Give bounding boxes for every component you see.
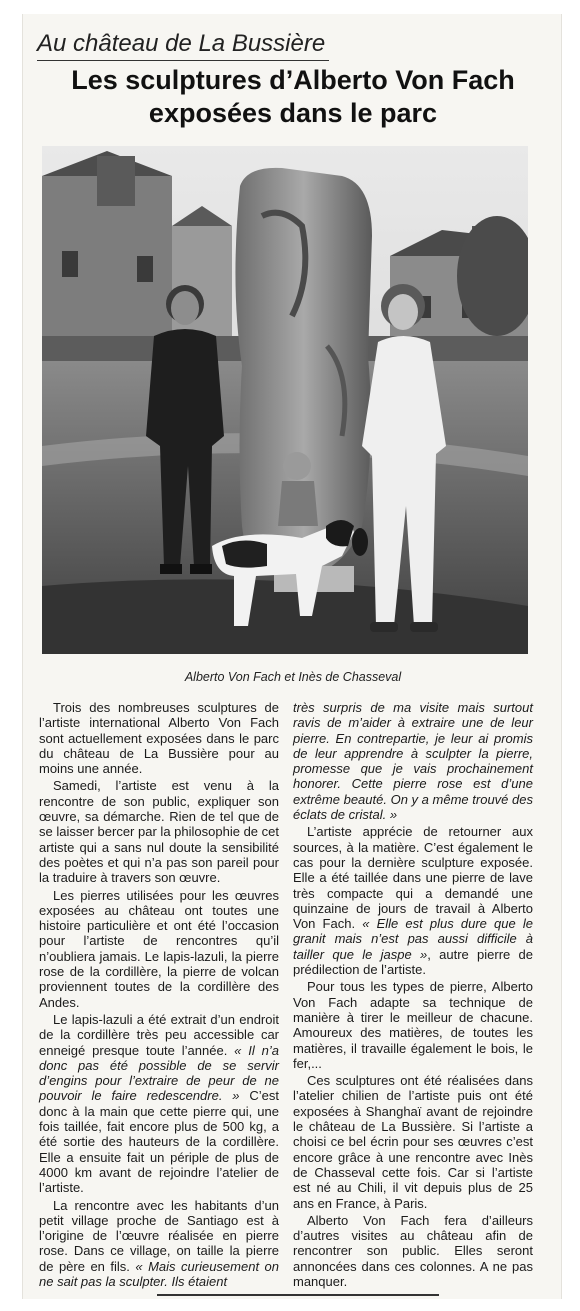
article-photo: [42, 146, 528, 654]
paragraph: Alberto Von Fach fera d’ailleurs d’autres visites au château afin de rencontrer son public. Elles seront annoncées dans ces colonnes. A ne pas manquer.: [293, 1212, 533, 1289]
paragraph-text: L’artiste apprécie de retourner aux sources, à la matière. C’est également le cas pour la dernière sculpture exposée. Elle a été taillée dans une pierre de lave très compacte qui a demandé une quinzaine de jours de travail à Alberto Von Fach.: [293, 824, 533, 932]
paragraph: Trois des nombreuses sculptures de l’artiste international Alberto Von Fach sont actuellement exposées dans le parc du château de La Bussière pour au moins une année.: [39, 700, 279, 777]
quote-continued: très surpris de ma visite mais surtout ravis de m’aider à extraire une de leur pierre. En contrepartie, je leur ai promis de leur apprendre à sculpter la pierre, promesse que je vais prochainement honorer. Cette pierre rose est d’une extrême beauté. On y a même trouvé des éclats de cristal. »: [293, 700, 533, 823]
paragraph: Pour tous les types de pierre, Alberto Von Fach adapte sa technique de manière à tirer le meilleur de chacune. Amoureux des matières, de toutes les matières, il travaille également le bois, le fer,...: [293, 979, 533, 1071]
paragraph: [39, 1012, 279, 1196]
headline-line-1: Les sculptures d’Alberto Von Fach: [71, 65, 515, 95]
paragraph-text: C’est donc à la main que cette pierre qui, une fois taillée, fait encore plus de 500 kg, a été sortie des hauteurs de la cordillère. Elle a ensuite fait un périple de plus de 4000 km avant de rejoindre l’atelier de l’artiste.: [39, 1088, 279, 1196]
photo-caption: Alberto Von Fach et Inès de Chasseval: [184, 670, 402, 684]
quote: « Elle est plus dure que le granit mais n’est pas aussi difficile à tailler que le jaspe »: [293, 916, 533, 962]
paragraph-text: , autre pierre de prédilection de l’artiste.: [293, 946, 533, 978]
paragraph: Les pierres utilisées pour les œuvres exposées au château ont toutes une histoire particulière et ont été l’occasion pour l’artiste de rencontres qu’il n’oubliera jamais. Le lapis-lazuli, la pierre rose de la cordillère, la pierre de volcan proviennent toutes de la cordillère des Andes.: [39, 887, 279, 1010]
headline-line-2: exposées dans le parc: [148, 98, 438, 128]
paragraph-text: Le lapis-lazuli a été extrait d’un endroit de la cordillère très peu accessible car enneigé presque toute l’année.: [39, 1011, 279, 1058]
end-rule: [157, 1294, 439, 1296]
newspaper-clipping: [22, 14, 562, 1299]
article-headline: [23, 64, 563, 130]
text-column-left: [39, 700, 279, 1291]
article-kicker: Au château de La Bussière: [37, 30, 329, 61]
photo-illustration: [42, 146, 528, 654]
paragraph: Ces sculptures ont été réalisées dans l’atelier chilien de l’artiste puis ont été exposées à Shanghaï avant de rejoindre le château de La Bussière. Si l’artiste a choisi ce bel écrin pour ses œuvres c’est encore grâce à une rencontre avec Inès de Chasseval cette fois. Car si l’artiste est né au Chili, il vit depuis plus de 25 ans en France, à Paris.: [293, 1073, 533, 1211]
paragraph: [39, 1198, 279, 1290]
paragraph: Samedi, l’artiste est venu à la rencontre de son public, expliquer son œuvre, sa démarche. Rien de tel que de se laisser bercer par la philosophie de cet artiste qui a sans nul doute la sensibilité des poètes et qui n’a pas son pareil pour la traduire à travers son œuvre.: [39, 778, 279, 886]
paragraph-text: La rencontre avec les habitants d’un petit village proche de Santiago est à l’origine de l’œuvre réalisée en pierre rose. Dans ce village, on taille la pierre de père en fils.: [39, 1197, 279, 1274]
quote: « Mais curieusement on ne sait pas la sculpter. Ils étaient: [39, 1258, 279, 1289]
quote: « Il n’a donc pas été possible de se servir d’engins pour l’extraire de peur de ne pouvoir le faire redescendre. »: [39, 1042, 279, 1104]
paragraph: [293, 824, 533, 977]
text-column-right: [293, 700, 533, 1291]
